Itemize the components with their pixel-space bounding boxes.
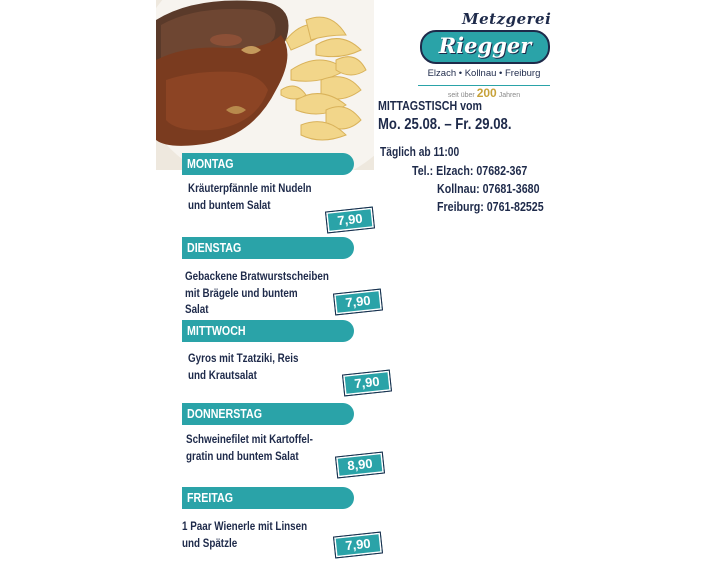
phone-elzach: Tel.: Elzach: 07682-367 bbox=[412, 163, 528, 178]
dish-tuesday-line3: Salat bbox=[185, 302, 209, 316]
logo-name: Riegger bbox=[438, 33, 532, 58]
dish-thursday-line2: gratin und buntem Salat bbox=[186, 449, 299, 463]
dish-wednesday-line2: und Krautsalat bbox=[188, 368, 257, 382]
brand-logo bbox=[416, 6, 552, 98]
day-banner-wednesday bbox=[182, 320, 354, 342]
dish-wednesday-line1: Gyros mit Tzatziki, Reis bbox=[188, 351, 299, 365]
price-tag-thursday bbox=[335, 452, 385, 479]
logo-since-suffix: Jahren bbox=[498, 92, 521, 99]
dish-monday-line2: und buntem Salat bbox=[188, 198, 271, 212]
price-value: 7,90 bbox=[344, 292, 372, 311]
logo-since-number: 200 bbox=[476, 86, 497, 100]
price-value: 7,90 bbox=[344, 535, 372, 554]
opening-hours: Täglich ab 11:00 bbox=[380, 145, 460, 159]
menu-title: MITTAGSTISCH vom bbox=[378, 98, 483, 113]
price-tag-monday bbox=[325, 207, 375, 234]
price-tag-wednesday bbox=[342, 370, 392, 397]
day-label: MITTWOCH bbox=[187, 323, 246, 338]
day-label: DIENSTAG bbox=[187, 240, 242, 255]
day-label: DONNERSTAG bbox=[187, 406, 263, 421]
phone-kollnau: Kollnau: 07681-3680 bbox=[437, 181, 540, 196]
day-label: MONTAG bbox=[187, 156, 234, 171]
day-banner-tuesday bbox=[182, 237, 354, 259]
dish-friday-line2: und Spätzle bbox=[182, 536, 238, 550]
food-photo-illustration bbox=[156, 0, 374, 170]
price-tag-friday bbox=[333, 532, 383, 559]
day-label: FREITAG bbox=[187, 490, 233, 505]
dish-monday-line1: Kräuterpfännle mit Nudeln bbox=[188, 181, 312, 195]
dish-thursday-line1: Schweinefilet mit Kartoffel- bbox=[186, 432, 313, 446]
day-banner-monday bbox=[182, 153, 354, 175]
logo-locations: Elzach • Kollnau • Freiburg bbox=[427, 68, 541, 79]
food-photo bbox=[156, 0, 374, 170]
menu-date-range: Mo. 25.08. – Fr. 29.08. bbox=[378, 116, 512, 133]
phone-freiburg: Freiburg: 0761-82525 bbox=[437, 199, 544, 214]
dish-tuesday-line2: mit Brägele und buntem bbox=[185, 286, 298, 300]
price-value: 7,90 bbox=[336, 210, 364, 229]
price-value: 8,90 bbox=[346, 455, 374, 474]
price-tag-tuesday bbox=[333, 289, 383, 316]
dish-tuesday-line1: Gebackene Bratwurstscheiben bbox=[185, 269, 329, 283]
day-banner-thursday bbox=[182, 403, 354, 425]
day-banner-friday bbox=[182, 487, 354, 509]
logo-badge bbox=[420, 30, 550, 64]
logo-since-prefix: seit über bbox=[447, 92, 475, 99]
logo-script-word: Metzgerei bbox=[462, 10, 552, 28]
price-value: 7,90 bbox=[353, 373, 381, 392]
dish-friday-line1: 1 Paar Wienerle mit Linsen bbox=[182, 519, 308, 533]
